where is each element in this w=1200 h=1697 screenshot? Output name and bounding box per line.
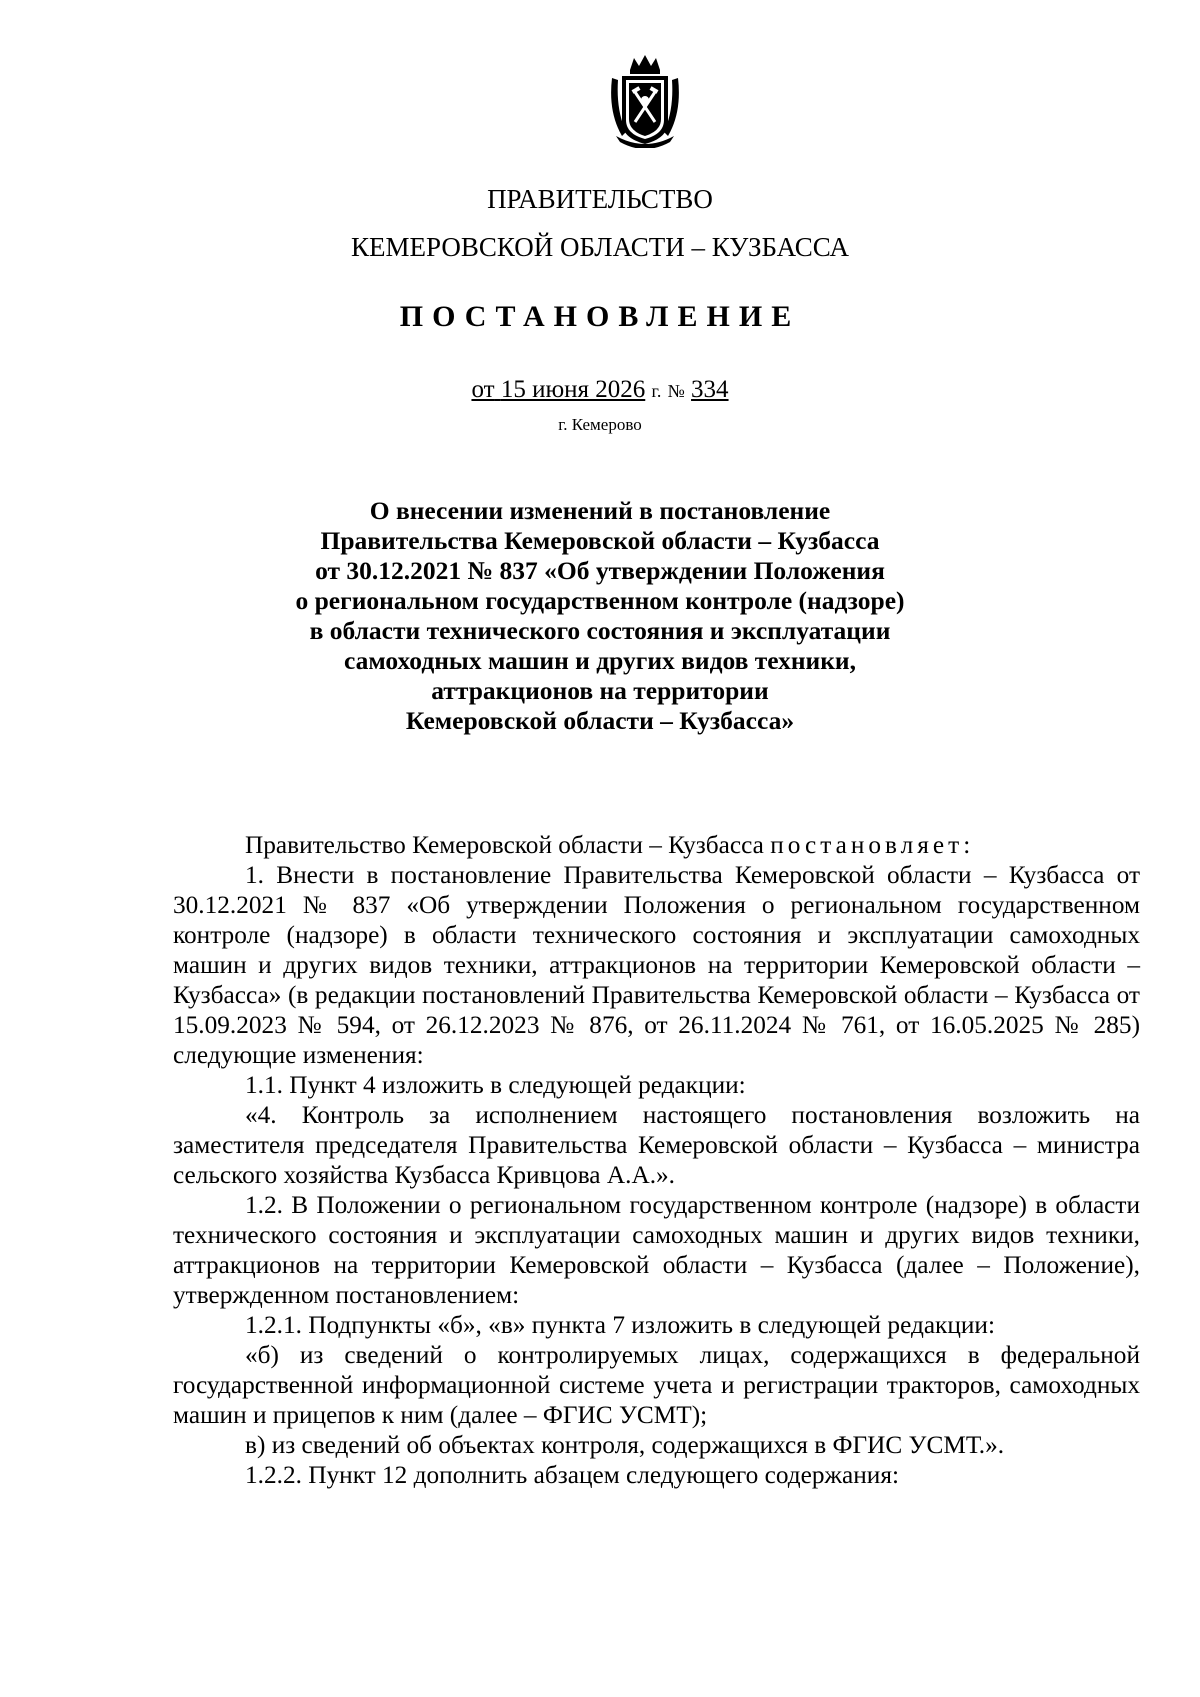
number-sign: № xyxy=(667,381,685,401)
title-line: Правительства Кемеровской области – Кузбасса xyxy=(320,526,880,555)
title-line: О внесении изменений в постановление xyxy=(369,496,831,525)
document-body xyxy=(173,830,1140,1490)
intro-end: : xyxy=(963,831,971,859)
document-title xyxy=(0,496,1200,736)
body-paragraph: 1. Внести в постановление Правительства Кемеровской области – Кузбасса от 30.12.2021 № 837 «Об утверждении Положения о региональном государственном контроле (надзоре) в области технического состояния и эксплуатации самоходных машин и других видов техники, аттракционов на территории Кемеровской области – Кузбасса» (в редакции постановлений Правительства Кемеровской области – Кузбасса от 15.09.2023 № 594, от 26.12.2023 № 876, от 26.11.2024 № 761, от 16.05.2025 № 285) следующие изменения: xyxy=(173,861,1140,1069)
coat-of-arms-icon xyxy=(608,52,682,148)
document-type: ПОСТАНОВЛЕНИЕ xyxy=(399,300,801,333)
document-number: 334 xyxy=(691,376,729,403)
organization-name-line2: КЕМЕРОВСКОЙ ОБЛАСТИ – КУЗБАССА xyxy=(351,232,849,262)
intro-paragraph xyxy=(173,830,1140,860)
intro-verb: постановляет xyxy=(770,831,964,859)
year-suffix: г. xyxy=(651,381,662,401)
title-line: о региональном государственном контроле (надзоре) xyxy=(295,586,905,615)
document-place: г. Кемерово xyxy=(558,415,642,434)
date-prefix: от xyxy=(471,376,495,403)
title-line: самоходных машин и других видов техники, xyxy=(344,646,856,675)
organization-name-line1: ПРАВИТЕЛЬСТВО xyxy=(487,184,713,214)
document-date: 15 июня 2026 xyxy=(500,376,646,403)
title-line: аттракционов на территории xyxy=(431,676,769,705)
title-line: от 30.12.2021 № 837 «Об утверждении Положения xyxy=(315,556,885,585)
body-paragraph: 1.2. В Положении о региональном государственном контроле (надзоре) в области технического состояния и эксплуатации самоходных машин и других видов техники, аттракционов на территории Кемеровской области – Кузбасса (далее – Положение), утвержденном постановлением: xyxy=(173,1191,1140,1309)
title-line: Кемеровской области – Кузбасса» xyxy=(405,706,795,735)
body-paragraph: «б) из сведений о контролируемых лицах, содержащихся в федеральной государственной информационной системе учета и регистрации тракторов, самоходных машин и прицепов к ним (далее – ФГИС УСМТ); xyxy=(173,1341,1140,1429)
body-paragraph: 1.2.1. Подпункты «б», «в» пункта 7 изложить в следующей редакции: xyxy=(245,1311,995,1339)
body-paragraph: 1.1. Пункт 4 изложить в следующей редакции: xyxy=(245,1071,746,1099)
body-paragraph: «4. Контроль за исполнением настоящего постановления возложить на заместителя председателя Правительства Кемеровской области – Кузбасса – министра сельского хозяйства Кузбасса Кривцова А.А.». xyxy=(173,1101,1140,1189)
intro-text: Правительство Кемеровской области – Кузбасса xyxy=(245,831,771,859)
title-line: в области технического состояния и эксплуатации xyxy=(309,616,891,645)
date-number-line xyxy=(0,376,1200,404)
body-paragraph: 1.2.2. Пункт 12 дополнить абзацем следующего содержания: xyxy=(245,1461,899,1489)
body-paragraph: в) из сведений об объектах контроля, содержащихся в ФГИС УСМТ.». xyxy=(245,1431,1005,1459)
